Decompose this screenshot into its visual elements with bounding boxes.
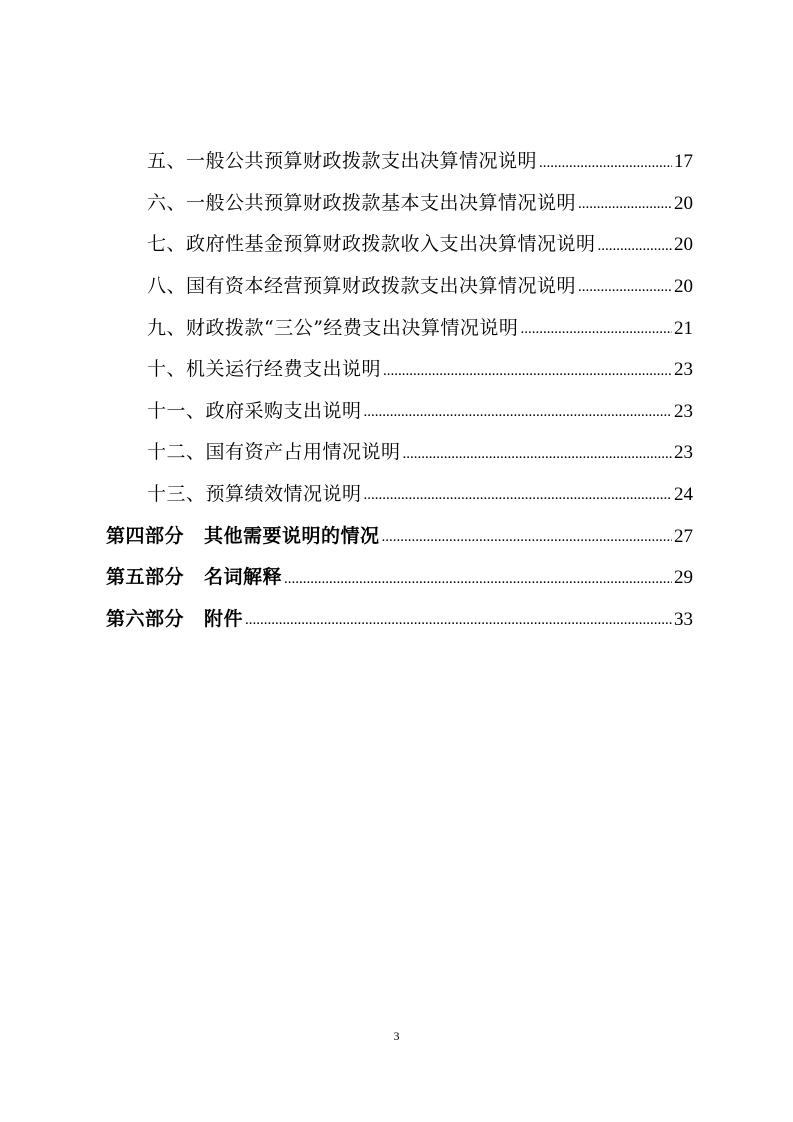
toc-entry-6[interactable] xyxy=(0,183,793,225)
dot-leader xyxy=(578,197,672,224)
dot-leader xyxy=(520,322,672,349)
dot-leader xyxy=(284,572,672,599)
toc-entry-7[interactable] xyxy=(0,224,793,266)
toc-entry-page: 20 xyxy=(674,192,693,214)
toc-entry-label: 六、一般公共预算财政拨款基本支出决算情况说明 xyxy=(147,191,577,214)
toc-entry-label: 十、机关运行经费支出说明 xyxy=(147,358,382,381)
dot-leader xyxy=(364,405,672,432)
table-of-contents xyxy=(0,141,793,640)
dot-leader xyxy=(245,613,672,640)
dot-leader xyxy=(403,447,672,474)
toc-part-4[interactable] xyxy=(0,515,793,557)
toc-part-5[interactable] xyxy=(0,557,793,599)
toc-entry-page: 23 xyxy=(674,359,693,381)
toc-entry-10[interactable] xyxy=(0,349,793,391)
toc-entry-page: 24 xyxy=(674,484,693,506)
toc-entry-page: 20 xyxy=(674,276,693,298)
toc-entry-page: 21 xyxy=(674,317,693,339)
toc-entry-label: 八、国有资本经营预算财政拨款支出决算情况说明 xyxy=(147,275,577,298)
toc-part-6[interactable] xyxy=(0,599,793,641)
toc-entry-page: 23 xyxy=(674,400,693,422)
page-number: 3 xyxy=(393,1029,400,1043)
dot-leader xyxy=(539,156,672,183)
toc-entry-9[interactable] xyxy=(0,307,793,349)
dot-leader xyxy=(382,530,672,557)
toc-part-page: 29 xyxy=(674,567,693,589)
toc-part-number: 第四部分 xyxy=(106,524,185,547)
dot-leader xyxy=(598,239,672,266)
toc-part-label xyxy=(106,568,282,587)
dot-leader xyxy=(383,364,672,391)
toc-entry-label: 七、政府性基金预算财政拨款收入支出决算情况说明 xyxy=(147,233,596,256)
toc-part-title: 名词解释 xyxy=(204,566,283,589)
toc-entry-page: 20 xyxy=(674,234,693,256)
toc-part-title: 其他需要说明的情况 xyxy=(204,524,380,547)
toc-part-label xyxy=(106,524,380,547)
dot-leader xyxy=(364,488,672,515)
toc-entry-11[interactable] xyxy=(0,391,793,433)
toc-entry-12[interactable] xyxy=(0,432,793,474)
toc-entry-label: 十二、国有资产占用情况说明 xyxy=(147,441,401,464)
toc-entry-label: 五、一般公共预算财政拨款支出决算情况说明 xyxy=(147,150,538,173)
toc-entry-label: 十一、政府采购支出说明 xyxy=(147,399,362,422)
toc-part-label xyxy=(106,607,244,630)
toc-entry-page: 17 xyxy=(674,151,693,173)
toc-part-page: 33 xyxy=(674,608,693,630)
toc-part-number: 第六部分 xyxy=(106,607,185,630)
toc-entry-label: 十三、预算绩效情况说明 xyxy=(147,483,362,506)
toc-entry-13[interactable] xyxy=(0,474,793,516)
toc-part-title: 附件 xyxy=(204,607,244,630)
toc-entry-8[interactable] xyxy=(0,266,793,308)
toc-part-page: 27 xyxy=(674,525,693,547)
toc-entry-label: 九、财政拨款“三公”经费支出决算情况说明 xyxy=(147,316,519,339)
toc-entry-5[interactable] xyxy=(0,141,793,183)
toc-part-number: 第五部分 xyxy=(106,566,185,589)
toc-entry-page: 23 xyxy=(674,442,693,464)
dot-leader xyxy=(578,280,672,307)
